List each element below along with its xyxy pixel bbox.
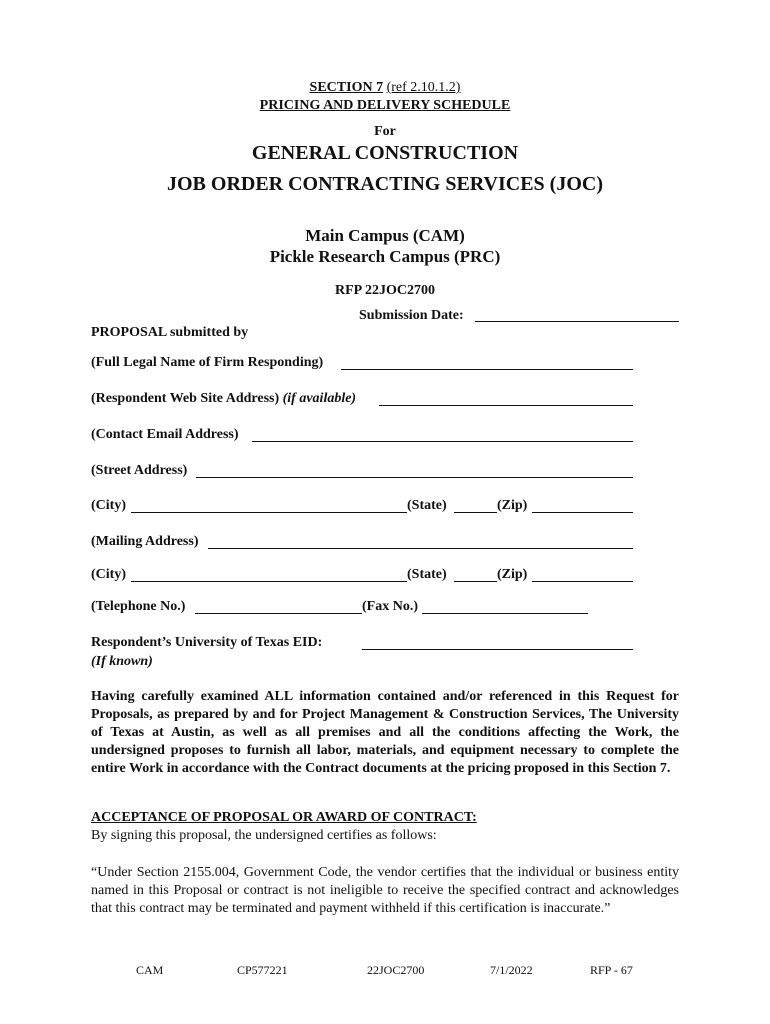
eid-label: Respondent’s University of Texas EID: [91,635,323,650]
mailing-state-label: (State) [407,567,447,582]
mailing-city-label: (City) [91,567,126,582]
website-label-text: (Respondent Web Site Address) [91,391,280,406]
title-line-2: JOB ORDER CONTRACTING SERVICES (JOC) [166,173,603,195]
footer-date: 7/1/2022 [490,963,533,977]
website-label [91,391,356,407]
section-label: SECTION 7 [309,80,384,95]
telephone-field[interactable] [195,613,362,614]
footer-page: RFP - 67 [590,963,633,977]
for-label: For [374,124,396,139]
proposal-submitted-by: PROPOSAL submitted by [91,325,249,340]
fax-field[interactable] [422,613,588,614]
mailing-zip-field[interactable] [532,581,633,582]
mailing-city-field[interactable] [131,581,407,582]
mailing-label: (Mailing Address) [91,534,199,549]
submission-date-field[interactable] [475,321,679,322]
mailing-field[interactable] [208,548,633,549]
zip-field[interactable] [532,512,633,513]
zip-label: (Zip) [497,498,528,513]
eid-field[interactable] [362,649,633,650]
state-field[interactable] [454,512,497,513]
title-line-1: GENERAL CONSTRUCTION [251,142,519,164]
footer-campus: CAM [136,963,164,977]
footer-project: CP577221 [237,963,288,977]
telephone-label: (Telephone No.) [91,599,186,614]
submission-date-label: Submission Date: [359,308,464,323]
campus-1: Main Campus (CAM) [305,226,465,245]
email-field[interactable] [252,441,633,442]
street-label: (Street Address) [91,463,188,478]
section-heading [0,80,770,96]
eid-note: (If known) [91,654,153,669]
website-field[interactable] [379,405,633,406]
state-label: (State) [407,498,447,513]
mailing-zip-label: (Zip) [497,567,528,582]
street-field[interactable] [196,477,633,478]
footer-rfp: 22JOC2700 [367,963,425,977]
firm-name-field[interactable] [341,369,633,370]
schedule-title: PRICING AND DELIVERY SCHEDULE [259,98,511,113]
section-ref: (ref 2.10.1.2) [386,80,461,95]
certify-line: By signing this proposal, the undersigned certifies as follows: [91,828,437,843]
city-label: (City) [91,498,126,513]
rfp-number: RFP 22JOC2700 [335,283,435,298]
email-label: (Contact Email Address) [91,427,239,442]
website-label-note: (if available) [282,391,357,406]
acceptance-heading: ACCEPTANCE OF PROPOSAL OR AWARD OF CONTRACT: [91,810,477,825]
city-field[interactable] [131,512,407,513]
mailing-state-field[interactable] [454,581,497,582]
fax-label: (Fax No.) [362,599,418,614]
campus-2: Pickle Research Campus (PRC) [269,247,501,266]
proposal-paragraph: Having carefully examined ALL information contained and/or referenced in this Request for Proposals, as prepared by and for Project Management & Construction Services, The University of Texas at Austin, as well as all premises and all the conditions affecting the Work, the undersigned proposes to furnish all labor, materials, and equipment necessary to complete the entire Work in accordance with the Contract documents at the pricing proposed in this Section 7. [91,689,679,776]
firm-name-label: (Full Legal Name of Firm Responding) [91,355,324,370]
certification-quote: “Under Section 2155.004, Government Code, the vendor certifies that the individual or business entity named in this Proposal or contract is not ineligible to receive the specified contract and acknowledges that this contract may be terminated and payment withheld if this certification is inaccurate.” [91,865,679,916]
